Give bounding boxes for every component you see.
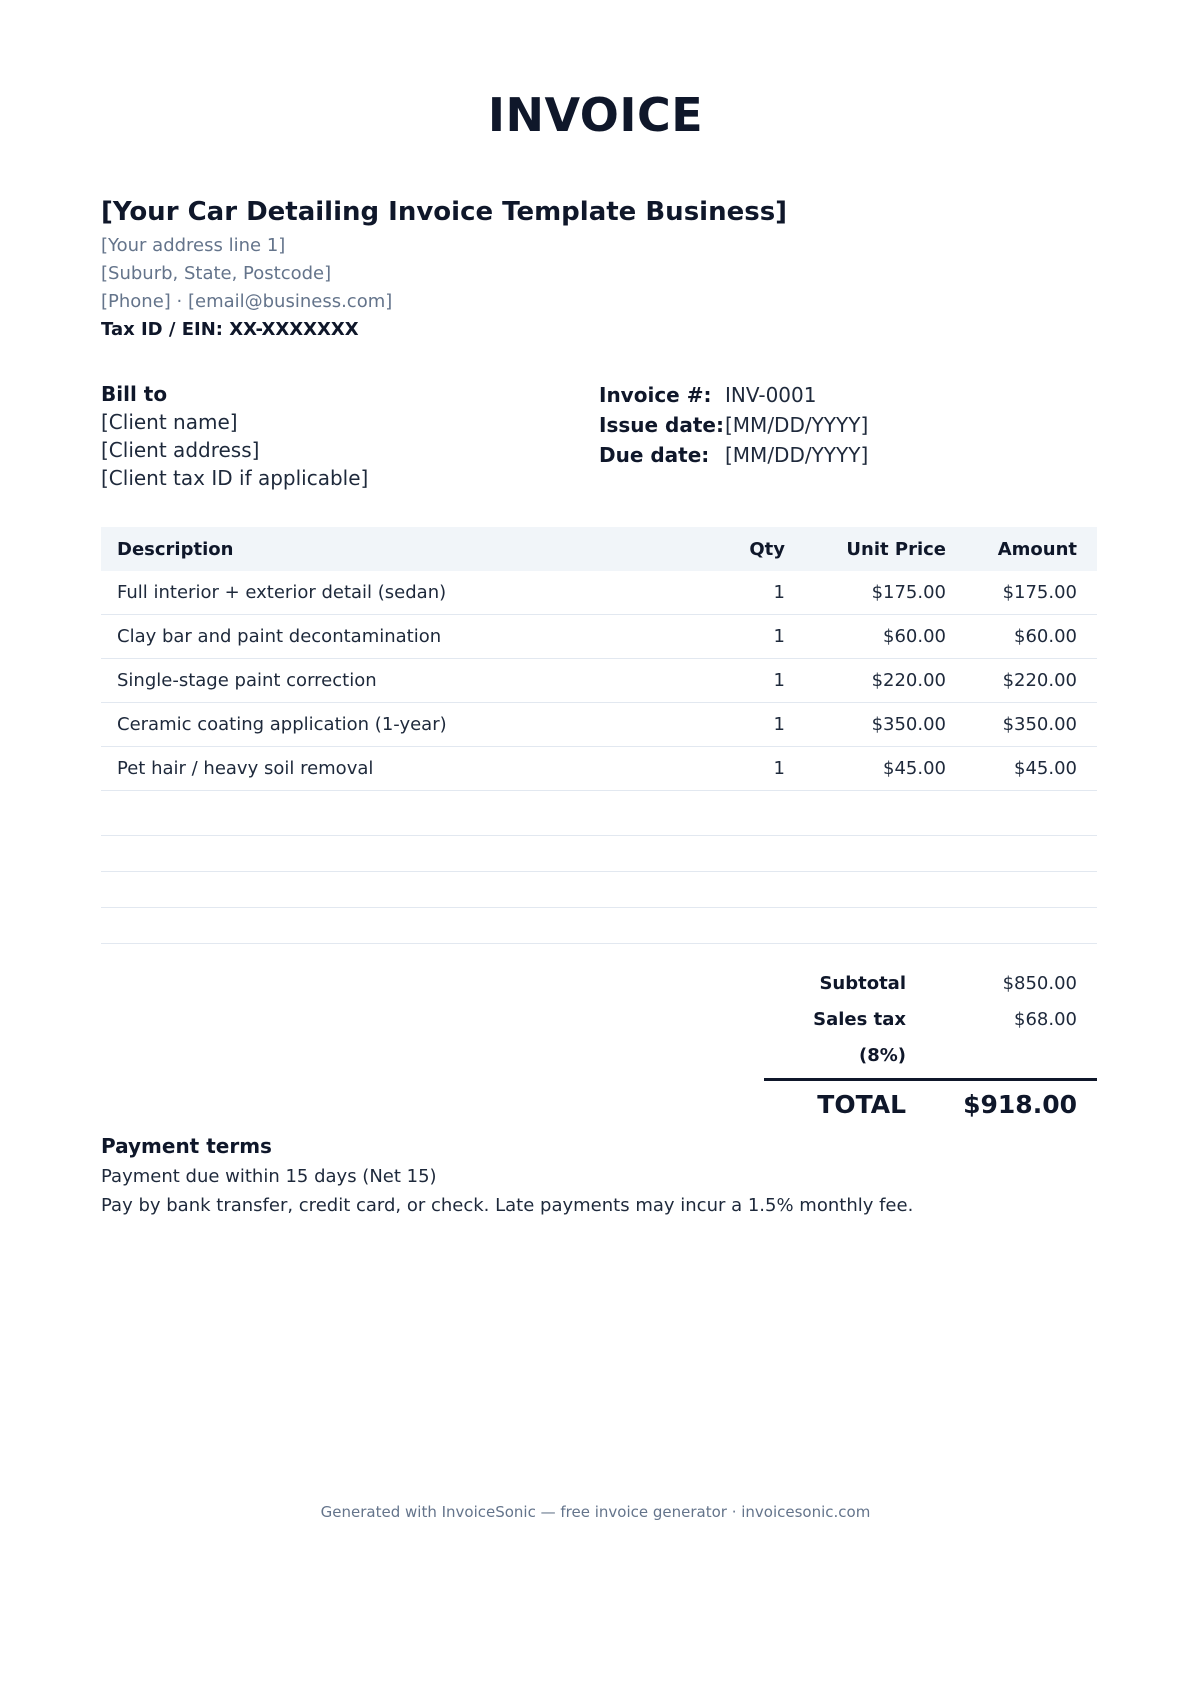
due-date-row xyxy=(599,440,1099,470)
header-amount: Amount xyxy=(997,538,1077,560)
item-description: Ceramic coating application (1-year) xyxy=(117,714,447,735)
item-description: Single-stage paint correction xyxy=(117,670,377,691)
issue-date-label: Issue date: xyxy=(599,413,724,437)
item-qty: 1 xyxy=(773,626,785,647)
subtotal-row xyxy=(764,966,1097,1002)
header-qty: Qty xyxy=(749,538,785,560)
issue-date-row xyxy=(599,410,1099,440)
item-amount: $60.00 xyxy=(1014,626,1077,647)
sales-tax-value: $68.00 xyxy=(1014,1009,1077,1030)
header-description: Description xyxy=(117,538,234,560)
item-description: Full interior + exterior detail (sedan) xyxy=(117,582,447,603)
invoice-number-value: INV-0001 xyxy=(725,383,817,407)
empty-table-row xyxy=(101,908,1097,944)
issue-date-value: [MM/DD/YYYY] xyxy=(725,413,869,437)
business-tax-id: Tax ID / EIN: XX-XXXXXXX xyxy=(101,319,359,340)
empty-table-row xyxy=(101,872,1097,908)
line-items-table xyxy=(101,527,1097,944)
total-value: $918.00 xyxy=(963,1090,1077,1119)
totals-divider xyxy=(764,1078,1097,1081)
item-qty: 1 xyxy=(773,758,785,779)
table-row xyxy=(101,571,1097,615)
item-qty: 1 xyxy=(773,714,785,735)
subtotal-label: Subtotal xyxy=(819,973,906,994)
payment-terms-line2: Pay by bank transfer, credit card, or check. Late payments may incur a 1.5% monthly fee. xyxy=(101,1195,914,1216)
sales-tax-label: Sales tax (8%) xyxy=(813,1009,906,1066)
item-description: Pet hair / heavy soil removal xyxy=(117,758,374,779)
totals-section xyxy=(764,966,1097,1127)
business-address-line2: [Suburb, State, Postcode] xyxy=(101,263,332,284)
header-unit-price: Unit Price xyxy=(846,538,946,560)
item-qty: 1 xyxy=(773,670,785,691)
table-row xyxy=(101,703,1097,747)
subtotal-value: $850.00 xyxy=(1002,973,1077,994)
client-tax-id: [Client tax ID if applicable] xyxy=(101,466,369,490)
invoice-number-row xyxy=(599,380,1099,410)
invoice-number-label: Invoice #: xyxy=(599,383,712,407)
invoice-title: INVOICE xyxy=(487,88,704,142)
item-unit-price: $220.00 xyxy=(871,670,946,691)
payment-terms-section xyxy=(101,1132,1101,1220)
item-qty: 1 xyxy=(773,582,785,603)
item-amount: $220.00 xyxy=(1002,670,1077,691)
business-info xyxy=(101,194,1101,344)
total-label: TOTAL xyxy=(817,1090,906,1119)
item-description: Clay bar and paint decontamination xyxy=(117,626,442,647)
item-amount: $45.00 xyxy=(1014,758,1077,779)
item-unit-price: $45.00 xyxy=(883,758,946,779)
item-unit-price: $60.00 xyxy=(883,626,946,647)
business-address-line1: [Your address line 1] xyxy=(101,235,286,256)
item-unit-price: $175.00 xyxy=(871,582,946,603)
item-amount: $175.00 xyxy=(1002,582,1077,603)
empty-table-row xyxy=(101,791,1097,836)
table-header xyxy=(101,527,1097,571)
payment-terms-line1: Payment due within 15 days (Net 15) xyxy=(101,1166,437,1187)
table-row xyxy=(101,659,1097,703)
empty-table-row xyxy=(101,836,1097,872)
client-name: [Client name] xyxy=(101,410,238,434)
item-amount: $350.00 xyxy=(1002,714,1077,735)
invoice-meta xyxy=(599,380,1099,470)
table-row xyxy=(101,747,1097,791)
payment-terms-heading: Payment terms xyxy=(101,1134,272,1158)
business-contact: [Phone] · [email@business.com] xyxy=(101,291,393,312)
due-date-value: [MM/DD/YYYY] xyxy=(725,443,869,467)
footer-credit: Generated with InvoiceSonic — free invoice generator · invoicesonic.com xyxy=(320,1503,871,1521)
sales-tax-row xyxy=(764,1002,1097,1074)
total-row xyxy=(764,1083,1097,1127)
bill-to-section xyxy=(101,380,551,492)
client-address: [Client address] xyxy=(101,438,260,462)
bill-to-heading: Bill to xyxy=(101,382,168,406)
due-date-label: Due date: xyxy=(599,443,710,467)
item-unit-price: $350.00 xyxy=(871,714,946,735)
business-name: [Your Car Detailing Invoice Template Business] xyxy=(101,197,788,227)
table-row xyxy=(101,615,1097,659)
